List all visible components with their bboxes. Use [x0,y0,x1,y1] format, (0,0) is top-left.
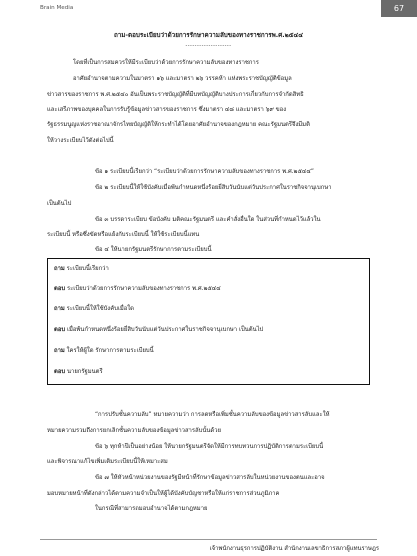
footer-rule [40,539,377,540]
qa-question [54,265,109,273]
intro-line: รัฐธรรมนูญแห่งราชอาณาจักรไทยบัญญัติให้กระทำได้โดยอาศัยอำนาจของกฎหมาย คณะรัฐมนตรีจึงมีมติ [47,122,310,128]
qa-label: ตอบ [54,327,66,333]
intro-line: โดยที่เป็นการสมควรให้มีระเบียบว่าด้วยการรักษาความลับของทางราชการ [73,60,259,66]
qa-text: ระเบียบว่าด้วยการรักษาความลับของทางราชการ พ.ศ.๒๕๔๔ [66,286,221,292]
qa-label: ตอบ [54,286,66,292]
qa-answer [54,285,221,293]
tail-line: ข้อ ๖ ทุกห้าปีเป็นอย่างน้อย ให้นายกรัฐมนตรีจัดให้มีการทบทวนการปฏิบัติการตามระเบียบนี้ [95,444,324,450]
qa-label: ถาม [54,266,65,272]
qa-text: ระเบียบนี้เรียกว่า [66,266,109,272]
tail-line: หมายความรวมถึงการยกเลิกชั้นความลับของข้อมูลข่าวสารลับนั้นด้วย [47,428,222,434]
qa-text: เมื่อพ้นกำหนดหนึ่งร้อยยี่สิบวันนับแต่วันประกาศในราชกิจจานุเบกษา เป็นต้นไป [66,327,264,333]
clause-line: ข้อ ๓ บรรดาระเบียบ ข้อบังคับ มติคณะรัฐมนตรี และคำสั่งอื่นใด ในส่วนที่กำหนดไว้แล้วใน [95,217,321,223]
qa-question [54,347,154,355]
qa-text: นายกรัฐมนตรี [66,369,103,375]
qa-text: ใครให้ผู้ใด รักษาการตามระเบียบนี้ [66,348,154,354]
page-footer: เจ้าพนักงานธุรการปฏิบัติงาน สำนักงานเลขาธิการสภาผู้แทนราษฎร [209,546,379,552]
qa-answer [54,326,263,334]
intro-line: อาศัยอำนาจตามความในมาตรา ๑๖ และมาตรา ๒๖ วรรคห้า แห่งพระราชบัญญัติข้อมูล [73,76,292,82]
qa-box [47,258,370,385]
clause-line: ข้อ ๒ ระเบียบนี้ให้ใช้บังคับเมื่อพ้นกำหนดหนึ่งร้อยยี่สิบวันนับแต่วันประกาศในราชกิจจานุเบกษา [95,185,332,191]
qa-question [54,305,134,313]
clause-line: ระเบียบนี้ หรือซึ่งขัดหรือแย้งกับระเบียบนี้ ให้ใช้ระเบียบนี้แทน [47,232,200,238]
tail-line: ในกรณีที่สามารถมอบอำนาจได้ตามกฎหมาย [95,506,208,512]
clause-line: ข้อ ๑ ระเบียบนี้เรียกว่า “ระเบียบว่าด้วยการรักษาความลับของทางราชการ พ.ศ.๒๕๔๔” [95,169,314,175]
page-number-badge: 67 [381,0,417,17]
title-divider: -------------------- [185,43,232,49]
qa-label: ถาม [54,348,65,354]
qa-label: ถาม [54,306,65,312]
tail-line: และพิจารณาแก้ไขเพิ่มเติมระเบียบนี้ให้เหมาะสม [47,459,168,465]
clause-line: เป็นต้นไป [47,201,72,207]
clause-line: ข้อ ๔ ให้นายกรัฐมนตรีรักษาการตามระเบียบนี้ [95,247,212,253]
qa-answer [54,368,103,376]
intro-line: ให้วางระเบียบไว้ดังต่อไปนี้ [47,138,114,144]
intro-line: ข่าวสารของราชการ พ.ศ.๒๕๔๐ อันเป็นพระราชบัญญัติที่มีบทบัญญัติบางประการเกี่ยวกับการจำกัดสิทธิ [47,92,304,98]
qa-label: ตอบ [54,369,66,375]
intro-line: และเสรีภาพของบุคคลในการรับรู้ข้อมูลข่าวสารของราชการ ซึ่งมาตรา ๔๘ และมาตรา ๖๙ ของ [47,107,287,113]
page-header [0,0,417,17]
document-title: ถาม-ตอบระเบียบว่าด้วยการรักษาความลับของทางราชการพ.ศ.๒๕๔๔ [113,32,304,39]
brand-label: Brain Media [40,5,74,11]
qa-text: ระเบียบนี้ให้ใช้บังคับเมื่อใด [66,306,135,312]
tail-line: ข้อ ๗ ให้หัวหน้าหน่วยงานของรัฐมีหน้าที่รักษาข้อมูลข่าวสารลับในหน่วยงานของตนและอาจ [95,475,325,481]
tail-line: มอบหมายหน้าที่ดังกล่าวได้ตามความจำเป็นให้ผู้ได้บังคับบัญชาหรือให้แก่ราชการส่วนภูมิภาค [47,491,280,497]
tail-line: “การปรับชั้นความลับ” หมายความว่า การลดหรือเพิ่มชั้นความลับของข้อมูลข่าวสารลับและให้ [95,412,330,418]
